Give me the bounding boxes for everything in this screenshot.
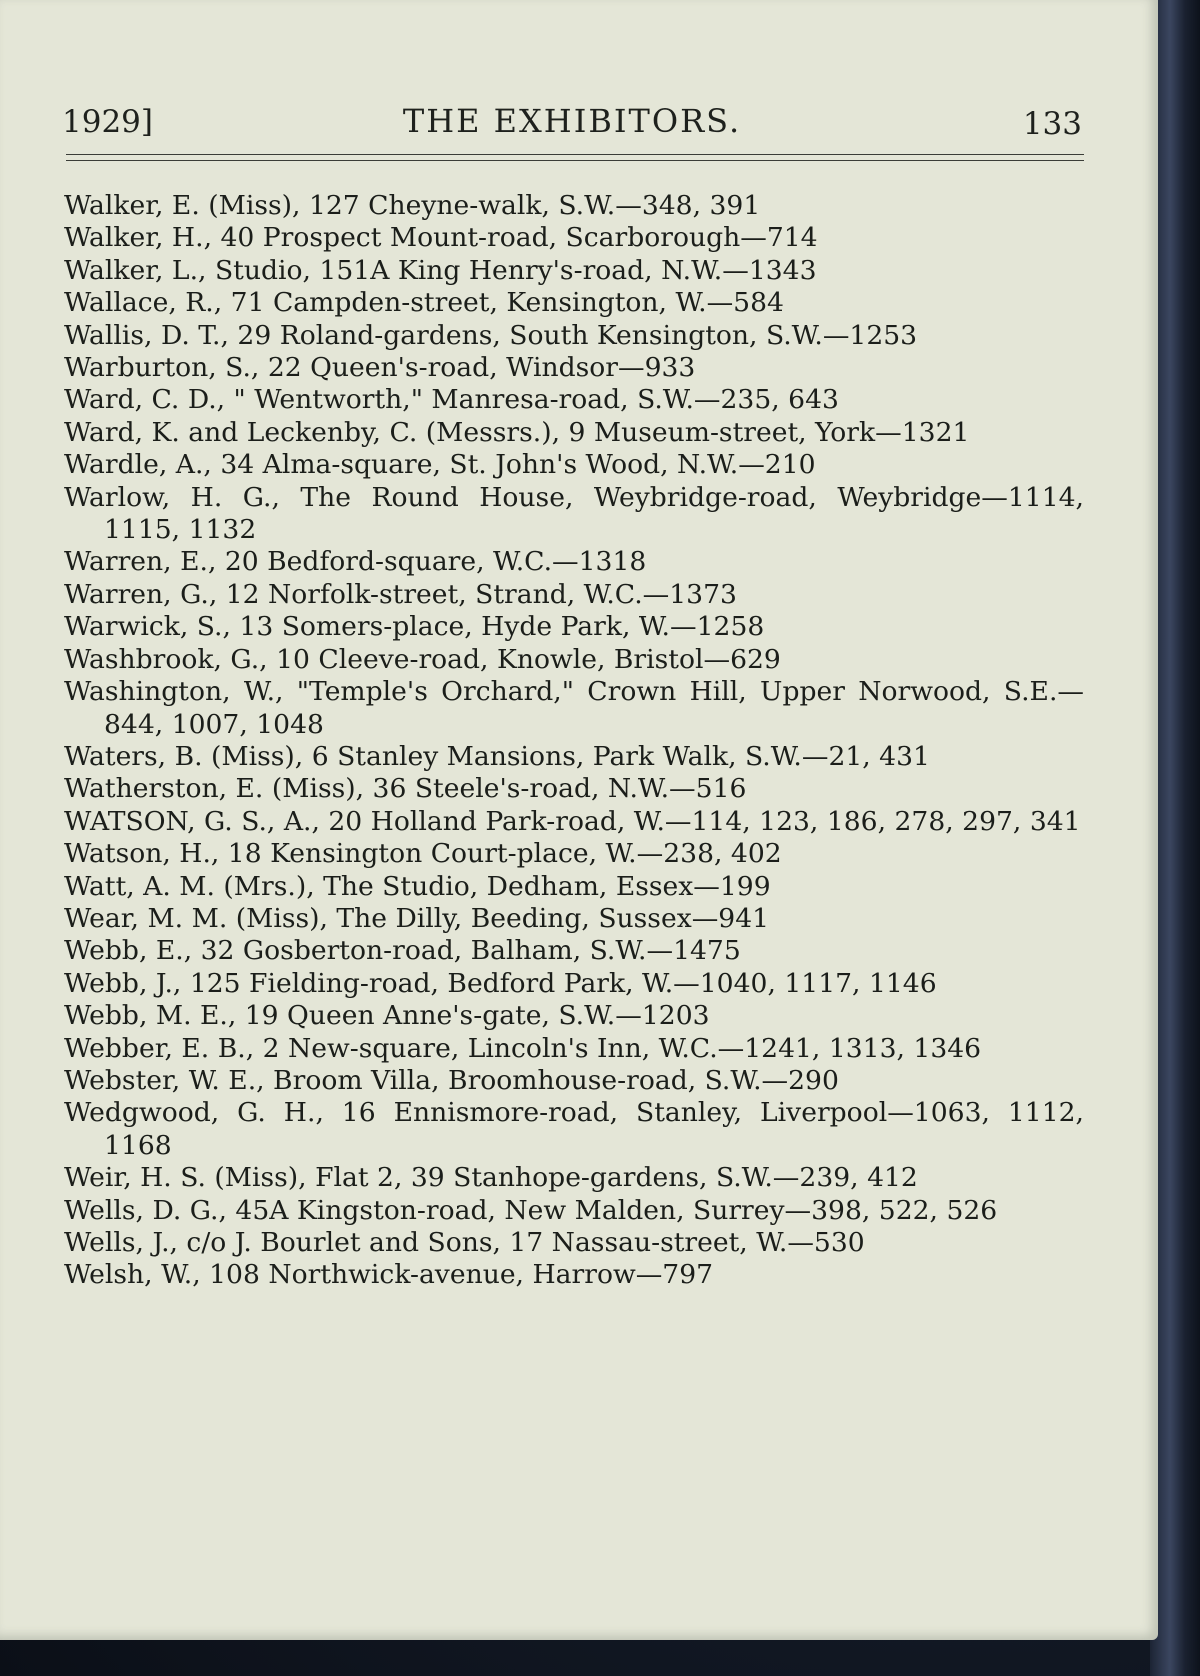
header-rule-bottom bbox=[66, 160, 1084, 161]
exhibitor-entry: Washbrook, G., 10 Cleeve-road, Knowle, Bristol—629 bbox=[64, 643, 781, 675]
exhibitor-list bbox=[64, 190, 1084, 1292]
exhibitor-entry: Wardle, A., 34 Alma-square, St. John's Wood, N.W.—210 bbox=[64, 449, 816, 481]
header-year: 1929] bbox=[62, 104, 153, 140]
exhibitor-entry: Wells, D. G., 45A Kingston-road, New Malden, Surrey—398, 522, 526 bbox=[64, 1194, 998, 1226]
exhibitor-entry: Weir, H. S. (Miss), Flat 2, 39 Stanhope-gardens, S.W.—239, 412 bbox=[64, 1162, 918, 1194]
exhibitor-entry: Wells, J., c/o J. Bourlet and Sons, 17 Nassau-street, W.—530 bbox=[64, 1227, 865, 1258]
exhibitor-entry: Warburton, S., 22 Queen's-road, Windsor—933 bbox=[64, 352, 696, 384]
exhibitor-entry: Welsh, W., 108 Northwick-avenue, Harrow—797 bbox=[64, 1259, 714, 1291]
exhibitor-entry: Watt, A. M. (Mrs.), The Studio, Dedham, Essex—199 bbox=[64, 870, 771, 902]
header-rule-top bbox=[66, 154, 1084, 155]
exhibitor-entry: Webb, E., 32 Gosberton-road, Balham, S.W.—1475 bbox=[64, 935, 741, 967]
header-title: THE EXHIBITORS. bbox=[402, 102, 742, 140]
exhibitor-entry: Wear, M. M. (Miss), The Dilly, Beeding, Sussex—941 bbox=[64, 902, 770, 934]
exhibitor-entry: Wedgwood, G. H., 16 Ennismore-road, Stanley, Liverpool—1063, 1112, 1168 bbox=[64, 1097, 1084, 1161]
exhibitor-entry: Webb, M. E., 19 Queen Anne's-gate, S.W.—1203 bbox=[64, 1000, 710, 1032]
exhibitor-entry: Watherston, E. (Miss), 36 Steele's-road, N.W.—516 bbox=[64, 773, 747, 805]
running-header bbox=[62, 98, 1082, 148]
exhibitor-entry: Webster, W. E., Broom Villa, Broomhouse-road, S.W.—290 bbox=[64, 1064, 839, 1096]
exhibitor-entry: Webber, E. B., 2 New-square, Lincoln's Inn, W.C.—1241, 1313, 1346 bbox=[64, 1032, 982, 1064]
exhibitor-entry: Walker, E. (Miss), 127 Cheyne-walk, S.W.—348, 391 bbox=[64, 190, 761, 221]
exhibitor-entry: Waters, B. (Miss), 6 Stanley Mansions, Park Walk, S.W.—21, 431 bbox=[64, 740, 930, 772]
exhibitor-entry: WATSON, G. S., A., 20 Holland Park-road, W.—114, 123, 186, 278, 297, 341 bbox=[64, 805, 1081, 837]
exhibitor-entry: Watson, H., 18 Kensington Court-place, W.—238, 402 bbox=[64, 838, 782, 870]
exhibitor-entry: Washington, W., "Temple's Orchard," Crown Hill, Upper Norwood, S.E.—844, 1007, 1048 bbox=[64, 676, 1084, 740]
exhibitor-entry: Ward, C. D., " Wentworth," Manresa-road, S.W.—235, 643 bbox=[64, 384, 839, 416]
exhibitor-entry: Warren, E., 20 Bedford-square, W.C.—1318 bbox=[64, 546, 647, 578]
exhibitor-entry: Wallis, D. T., 29 Roland-gardens, South Kensington, S.W.—1253 bbox=[64, 319, 918, 351]
exhibitor-entry: Ward, K. and Leckenby, C. (Messrs.), 9 Museum-street, York—1321 bbox=[64, 416, 970, 448]
exhibitor-entry: Warlow, H. G., The Round House, Weybridge-road, Weybridge—1114, 1115, 1132 bbox=[64, 481, 1084, 546]
exhibitor-entry: Webb, J., 125 Fielding-road, Bedford Park, W.—1040, 1117, 1146 bbox=[64, 967, 937, 999]
page-number: 133 bbox=[1022, 106, 1082, 142]
exhibitor-entry: Warren, G., 12 Norfolk-street, Strand, W.C.—1373 bbox=[64, 578, 737, 610]
exhibitor-entry: Wallace, R., 71 Campden-street, Kensington, W.—584 bbox=[64, 287, 784, 319]
exhibitor-entry: Walker, L., Studio, 151A King Henry's-road, N.W.—1343 bbox=[64, 254, 817, 286]
exhibitor-entry: Walker, H., 40 Prospect Mount-road, Scarborough—714 bbox=[64, 222, 818, 254]
exhibitor-entry: Warwick, S., 13 Somers-place, Hyde Park, W.—1258 bbox=[64, 611, 765, 643]
